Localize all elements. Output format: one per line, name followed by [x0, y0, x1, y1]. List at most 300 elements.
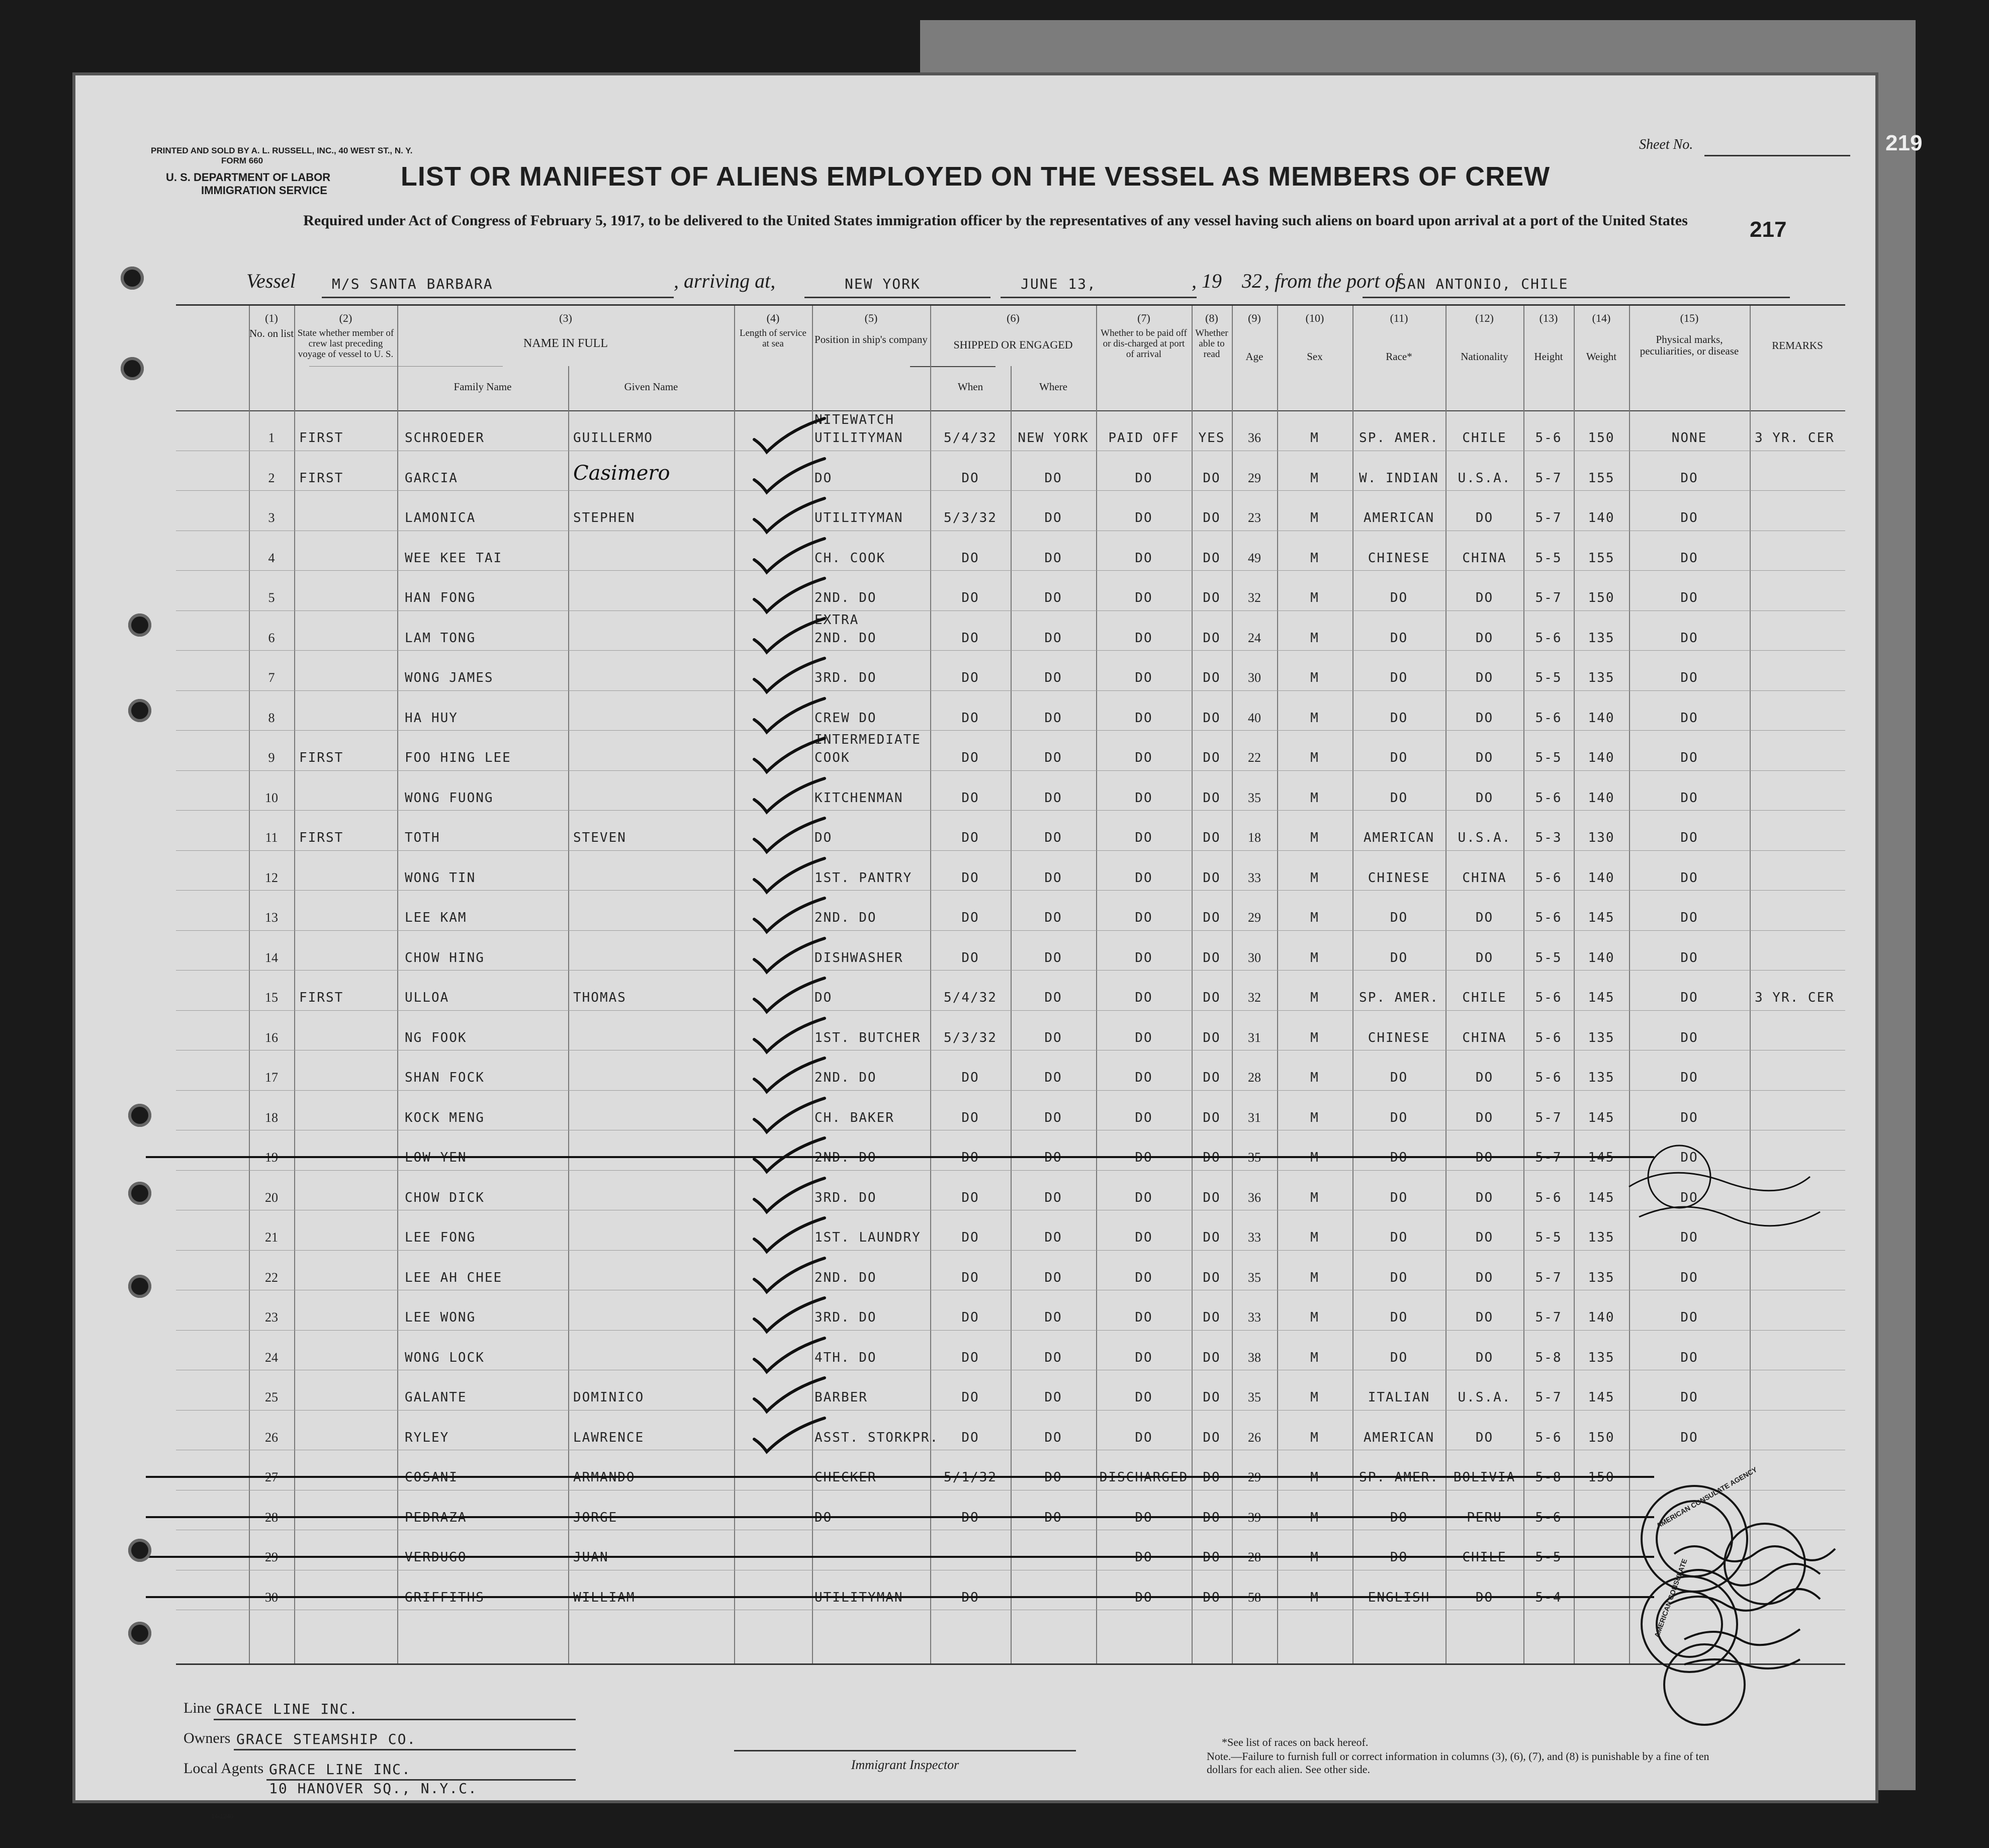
cell-marks: DO [1680, 1110, 1698, 1125]
cell-race: DO [1390, 1150, 1408, 1165]
cell-sex: M [1310, 1590, 1319, 1605]
cell-family: GRIFFITHS [405, 1590, 485, 1605]
cell-family: HAN FONG [405, 590, 476, 605]
cell-age: 29 [1248, 1470, 1261, 1484]
cell-where: DO [1044, 910, 1062, 925]
cell-where: DO [1044, 710, 1062, 726]
cell-read: DO [1203, 870, 1221, 886]
cell-marks: DO [1680, 1150, 1698, 1165]
cell-no: 25 [265, 1390, 278, 1404]
cell-family: RYLEY [405, 1430, 449, 1445]
checkmark-icon [749, 614, 860, 660]
cell-nat: DO [1475, 1230, 1494, 1245]
cell-read: DO [1203, 1350, 1221, 1365]
cell-height: 5-6 [1535, 1070, 1562, 1085]
cell-marks: DO [1680, 1350, 1698, 1365]
cell-pos: 2ND. DO [815, 1070, 877, 1085]
cell-age: 38 [1248, 1350, 1261, 1365]
cell-when: DO [961, 550, 979, 566]
cell-no: 21 [265, 1230, 278, 1245]
cell-race: DO [1390, 1190, 1408, 1205]
cell-pos: ASST. STORKPR. [815, 1430, 939, 1445]
cell-where: DO [1044, 1110, 1062, 1125]
cell-weight: 145 [1588, 910, 1615, 925]
cell-read: DO [1203, 830, 1221, 845]
cell-when: DO [961, 870, 979, 886]
cell-marks: DO [1680, 1230, 1698, 1245]
header-age: Age [1245, 350, 1263, 363]
cell-paid: DO [1135, 910, 1153, 925]
cell-read: DO [1203, 1470, 1221, 1485]
cell-given: THOMAS [573, 990, 626, 1005]
cell-when: DO [961, 1310, 979, 1325]
cell-paid: DO [1135, 1030, 1153, 1045]
cell-where: DO [1044, 990, 1062, 1005]
cell-age: 35 [1248, 1270, 1261, 1285]
cell-race: W. INDIAN [1359, 470, 1439, 486]
cell-age: 29 [1248, 910, 1261, 925]
cell-weight: 140 [1588, 1310, 1615, 1325]
cell-sex: M [1310, 1150, 1319, 1165]
cell-family: WONG TIN [405, 870, 476, 886]
agents-value: GRACE LINE INC. [269, 1761, 411, 1778]
punch-hole [128, 699, 151, 722]
cell-position-above: INTERMEDIATE [815, 732, 921, 747]
cell-when: 5/4/32 [944, 430, 997, 446]
strike-through-line [146, 1516, 1654, 1518]
cell-family: CHOW HING [405, 950, 485, 965]
cell-read: DO [1203, 1230, 1221, 1245]
cell-sex: M [1310, 1070, 1319, 1085]
header-paid: Whether to be paid off or dis-charged at port of arrival [1101, 328, 1187, 360]
cell-race: DO [1390, 1510, 1408, 1525]
cell-marks: DO [1680, 750, 1698, 765]
cell-when: DO [961, 1590, 979, 1605]
owners-value: GRACE STEAMSHIP CO. [236, 1731, 417, 1747]
signature-stroke [1684, 1659, 1800, 1668]
col-num: (2) [339, 312, 352, 324]
cell-nat: DO [1475, 1150, 1494, 1165]
cell-age: 35 [1248, 1150, 1261, 1165]
cell-no: 22 [265, 1270, 278, 1285]
cell-paid: DO [1135, 670, 1153, 685]
cell-sex: M [1310, 1030, 1319, 1045]
cell-race: DO [1390, 950, 1408, 965]
header-sex: Sex [1307, 350, 1323, 363]
cell-where: DO [1044, 1190, 1062, 1205]
col-num: (14) [1592, 312, 1611, 324]
cell-given: JORGE [573, 1510, 618, 1525]
cell-age: 28 [1248, 1070, 1261, 1085]
cell-where: DO [1044, 510, 1062, 525]
cell-paid: DO [1135, 1270, 1153, 1285]
cell-marks: DO [1680, 990, 1698, 1005]
races-note: *See list of races on back hereof. [1222, 1736, 1369, 1748]
header-nationality: Nationality [1461, 350, 1508, 363]
cell-read: DO [1203, 750, 1221, 765]
vessel-label: Vessel [246, 270, 296, 292]
cell-family: KOCK MENG [405, 1110, 485, 1125]
cell-paid: DO [1135, 590, 1153, 605]
row-divider [176, 850, 1845, 851]
sheet-number-label: Sheet No. [1639, 137, 1693, 152]
cell-marks: DO [1680, 710, 1698, 726]
punch-hole [121, 357, 144, 380]
cell-nat: DO [1475, 1270, 1494, 1285]
cell-remarks: 3 YR. CER [1755, 430, 1835, 446]
cell-nat: DO [1475, 510, 1494, 525]
cell-marks: DO [1680, 630, 1698, 646]
cell-pos: 3RD. DO [815, 670, 877, 685]
from-label: , from the port of [1264, 270, 1401, 292]
cell-height: 5-6 [1535, 790, 1562, 806]
cell-pos: 3RD. DO [815, 1310, 877, 1325]
cell-sex: M [1310, 1270, 1319, 1285]
cell-marks: DO [1680, 1190, 1698, 1205]
cell-where: DO [1044, 870, 1062, 886]
cell-no: 10 [265, 790, 278, 805]
cell-height: 5-5 [1535, 1230, 1562, 1245]
cell-weight: 145 [1588, 1390, 1615, 1405]
header-weight: Weight [1586, 350, 1617, 363]
header-length: Length of service at sea [740, 328, 806, 349]
cell-no: 3 [268, 510, 275, 525]
cell-weight: 150 [1588, 430, 1615, 446]
cell-position-above: EXTRA [815, 612, 859, 628]
cell-pos: 2ND. DO [815, 630, 877, 646]
cell-marks: DO [1680, 590, 1698, 605]
cell-age: 24 [1248, 630, 1261, 645]
cell-no: 24 [265, 1350, 278, 1365]
cell-pos: DISHWASHER [815, 950, 903, 965]
form-number: FORM 660 [221, 156, 263, 165]
cell-race: DO [1390, 710, 1408, 726]
punch-hole [128, 613, 151, 637]
cell-pos: CH. BAKER [815, 1110, 894, 1125]
cell-family: GARCIA [405, 470, 458, 486]
col-divider [1192, 306, 1193, 1663]
cell-race: SP. AMER. [1359, 1470, 1439, 1485]
cell-remarks: 3 YR. CER [1755, 990, 1835, 1005]
row-divider [176, 650, 1845, 651]
cell-age: 35 [1248, 1390, 1261, 1404]
cell-read: DO [1203, 910, 1221, 925]
checkmark-icon [749, 654, 860, 699]
cell-no: 30 [265, 1590, 278, 1605]
cell-no: 28 [265, 1510, 278, 1525]
cell-marks: DO [1680, 1310, 1698, 1325]
cell-paid: DO [1135, 790, 1153, 806]
side-stamp-number: 217 [1750, 217, 1787, 242]
cell-age: 40 [1248, 710, 1261, 725]
cell-height: 5-6 [1535, 710, 1562, 726]
cell-when: 5/3/32 [944, 1030, 997, 1045]
cell-pos: 1ST. BUTCHER [815, 1030, 921, 1045]
row-divider [176, 810, 1845, 811]
cell-nat: CHINA [1462, 870, 1507, 886]
cell-family: CHOW DICK [405, 1190, 485, 1205]
row-divider [176, 1330, 1845, 1331]
cell-no: 8 [268, 710, 275, 725]
row-divider [176, 1250, 1845, 1251]
cell-race: ITALIAN [1368, 1390, 1430, 1405]
cell-sex: M [1310, 1110, 1319, 1125]
checkmark-icon [749, 774, 860, 820]
cell-where: DO [1044, 1270, 1062, 1285]
cell-family: WONG JAMES [405, 670, 494, 685]
cell-no: 13 [265, 910, 278, 925]
cell-height: 5-6 [1535, 990, 1562, 1005]
col-num: (8) [1205, 312, 1218, 324]
header-height: Height [1534, 350, 1563, 363]
cell-given: Casimero [573, 461, 670, 485]
cell-marks: DO [1680, 510, 1698, 525]
cell-height: 5-5 [1535, 1550, 1562, 1565]
checkmark-icon [749, 1094, 860, 1139]
cell-where: DO [1044, 1150, 1062, 1165]
row-divider [176, 930, 1845, 931]
cell-when: DO [961, 1350, 979, 1365]
header-family: Family Name [454, 381, 512, 393]
cell-height: 5-6 [1535, 1430, 1562, 1445]
cell-no: 27 [265, 1470, 278, 1484]
cell-marks: DO [1680, 870, 1698, 886]
header-state: State whether member of crew last preceding voyage of vessel to U. S. [297, 328, 394, 360]
cell-height: 5-6 [1535, 430, 1562, 446]
cell-where: DO [1044, 1230, 1062, 1245]
cell-no: 6 [268, 630, 275, 645]
cell-family: VERDUGO [405, 1550, 467, 1565]
cell-weight: 145 [1588, 990, 1615, 1005]
cell-read: DO [1203, 1150, 1221, 1165]
line-label: Line [184, 1700, 211, 1716]
cell-given: GUILLERMO [573, 430, 653, 446]
agents-address: 10 HANOVER SQ., N.Y.C. [269, 1780, 478, 1797]
page-title: LIST OR MANIFEST OF ALIENS EMPLOYED ON THE VESSEL AS MEMBERS OF CREW [400, 161, 1551, 192]
cell-no: 23 [265, 1310, 278, 1325]
cell-where: DO [1044, 1310, 1062, 1325]
cell-sex: M [1310, 950, 1319, 965]
cell-height: 5-7 [1535, 1150, 1562, 1165]
cell-when: DO [961, 590, 979, 605]
cell-weight: 140 [1588, 950, 1615, 965]
checkmark-icon [749, 1054, 860, 1099]
header-position: Position in ship's company [815, 333, 928, 345]
cell-read: DO [1203, 590, 1221, 605]
strike-through-line [146, 1556, 1654, 1558]
cell-weight: 150 [1588, 1470, 1615, 1485]
cell-race: AMERICAN [1363, 830, 1435, 845]
checkmark-icon [749, 455, 860, 500]
cell-given: WILLIAM [573, 1590, 636, 1605]
checkmark-icon [749, 894, 860, 939]
cell-family: LEE WONG [405, 1310, 476, 1325]
cell-weight: 135 [1588, 630, 1615, 646]
cell-sex: M [1310, 1190, 1319, 1205]
name-header-line [309, 366, 503, 367]
cell-no: 11 [265, 830, 278, 845]
cell-when: 5/3/32 [944, 510, 997, 525]
cell-height: 5-4 [1535, 1590, 1562, 1605]
cell-pos: 2ND. DO [815, 1150, 877, 1165]
cell-where: DO [1044, 1030, 1062, 1045]
cell-age: 29 [1248, 470, 1261, 485]
line-value: GRACE LINE INC. [216, 1701, 358, 1717]
cell-read: DO [1203, 950, 1221, 965]
cell-when: DO [961, 470, 979, 486]
cell-pos: DO [815, 1510, 833, 1525]
cell-sex: M [1310, 550, 1319, 566]
cell-no: 15 [265, 990, 278, 1005]
cell-when: DO [961, 1070, 979, 1085]
cell-height: 5-7 [1535, 1310, 1562, 1325]
cell-marks: DO [1680, 1270, 1698, 1285]
cell-paid: DO [1135, 870, 1153, 886]
cell-paid: DO [1135, 1110, 1153, 1125]
cell-weight: 155 [1588, 550, 1615, 566]
agents-label: Local Agents [184, 1760, 264, 1777]
cell-read: DO [1203, 790, 1221, 806]
cell-age: 33 [1248, 1310, 1261, 1325]
arrival-port: NEW YORK [845, 276, 921, 292]
cell-family: TOTH [405, 830, 440, 845]
checkmark-icon [749, 1014, 860, 1060]
cell-weight: 145 [1588, 1150, 1615, 1165]
cell-sex: M [1310, 910, 1319, 925]
cell-paid: DO [1135, 1070, 1153, 1085]
cell-height: 5-6 [1535, 1510, 1562, 1525]
cell-nat: CHILE [1462, 430, 1507, 446]
cell-weight: 135 [1588, 670, 1615, 685]
cell-race: DO [1390, 790, 1408, 806]
punch-hole [128, 1275, 151, 1298]
cell-age: 33 [1248, 1230, 1261, 1245]
col-num: (1) [265, 312, 278, 324]
cell-pos: CH. COOK [815, 550, 886, 566]
cell-read: DO [1203, 1510, 1221, 1525]
cell-where: DO [1044, 1470, 1062, 1485]
cell-height: 5-7 [1535, 510, 1562, 525]
cell-race: DO [1390, 1310, 1408, 1325]
cell-nat: DO [1475, 1190, 1494, 1205]
punch-hole [128, 1182, 151, 1205]
owners-label: Owners [184, 1730, 231, 1746]
header-read: Whether able to read [1195, 328, 1228, 360]
port-underline [804, 297, 990, 298]
punch-hole [128, 1622, 151, 1645]
page-stamp-number: 219 [1885, 131, 1923, 155]
cell-marks: DO [1680, 1030, 1698, 1045]
cell-nat: DO [1475, 1070, 1494, 1085]
checkmark-icon [749, 535, 860, 580]
cell-position-above: NITEWATCH [815, 412, 894, 427]
cell-marks: DO [1680, 950, 1698, 965]
inspector-signature-line [734, 1750, 1076, 1751]
col-num: (15) [1680, 312, 1699, 324]
cell-weight: 145 [1588, 1110, 1615, 1125]
cell-height: 5-3 [1535, 830, 1562, 845]
cell-no: 29 [265, 1550, 278, 1564]
row-divider [176, 690, 1845, 691]
checkmark-icon [749, 1414, 860, 1459]
cell-read: DO [1203, 550, 1221, 566]
cell-age: 49 [1248, 550, 1261, 565]
cell-height: 5-5 [1535, 670, 1562, 685]
cell-when: DO [961, 630, 979, 646]
checkmark-icon [749, 1334, 860, 1379]
cell-when: DO [961, 1110, 979, 1125]
cell-race: DO [1390, 750, 1408, 765]
cell-sex: M [1310, 1310, 1319, 1325]
department-name: U. S. DEPARTMENT OF LABOR [166, 171, 331, 184]
strike-through-line [146, 1596, 1654, 1598]
cell-read: DO [1203, 1590, 1221, 1605]
cell-pos: BARBER [815, 1390, 868, 1405]
cell-family: WONG FUONG [405, 790, 494, 806]
cell-family: PEDRAZA [405, 1510, 467, 1525]
header-marks: Physical marks, peculiarities, or disease [1640, 333, 1739, 357]
form-code: 14-1240 [211, 1813, 234, 1820]
cell-weight: 140 [1588, 510, 1615, 525]
cell-nat: CHINA [1462, 550, 1507, 566]
cell-weight: 140 [1588, 870, 1615, 886]
cell-state: FIRST [299, 750, 344, 765]
cell-marks: DO [1680, 830, 1698, 845]
cell-family: SCHROEDER [405, 430, 485, 446]
cell-no: 16 [265, 1030, 278, 1045]
line-underline [214, 1719, 576, 1720]
cell-pos: 2ND. DO [815, 910, 877, 925]
cell-race: DO [1390, 1350, 1408, 1365]
cell-race: DO [1390, 1070, 1408, 1085]
cell-paid: DISCHARGED [1099, 1470, 1189, 1485]
cell-paid: DO [1135, 630, 1153, 646]
cell-pos: DO [815, 470, 833, 486]
cell-nat: U.S.A. [1458, 830, 1511, 845]
cell-when: DO [961, 1510, 979, 1525]
cell-paid: DO [1135, 830, 1153, 845]
cell-sex: M [1310, 670, 1319, 685]
cell-no: 26 [265, 1430, 278, 1445]
cell-family: ULLOA [405, 990, 449, 1005]
col-divider [734, 306, 735, 1663]
cell-paid: DO [1135, 510, 1153, 525]
cell-age: 36 [1248, 430, 1261, 445]
cell-height: 5-6 [1535, 630, 1562, 646]
cell-when: 5/4/32 [944, 990, 997, 1005]
printer-line: PRINTED AND SOLD BY A. L. RUSSELL, INC., 40 WEST ST., N. Y. [151, 146, 413, 155]
owners-underline [234, 1749, 576, 1750]
cell-race: CHINESE [1368, 550, 1430, 566]
cell-state: FIRST [299, 430, 344, 446]
row-divider [176, 1010, 1845, 1011]
cell-no: 5 [268, 590, 275, 605]
cell-sex: M [1310, 790, 1319, 806]
col-divider [568, 366, 569, 1663]
col-divider [1096, 306, 1097, 1663]
cell-weight: 135 [1588, 1350, 1615, 1365]
cell-where: DO [1044, 950, 1062, 965]
cell-read: DO [1203, 670, 1221, 685]
consular-seal-top [1648, 1146, 1710, 1208]
checkmark-icon [749, 974, 860, 1019]
cell-race: ENGLISH [1368, 1590, 1430, 1605]
cell-where: DO [1044, 790, 1062, 806]
cell-given: JUAN [573, 1550, 609, 1565]
cell-given: LAWRENCE [573, 1430, 645, 1445]
cell-nat: U.S.A. [1458, 470, 1511, 486]
cell-marks: NONE [1671, 430, 1707, 446]
